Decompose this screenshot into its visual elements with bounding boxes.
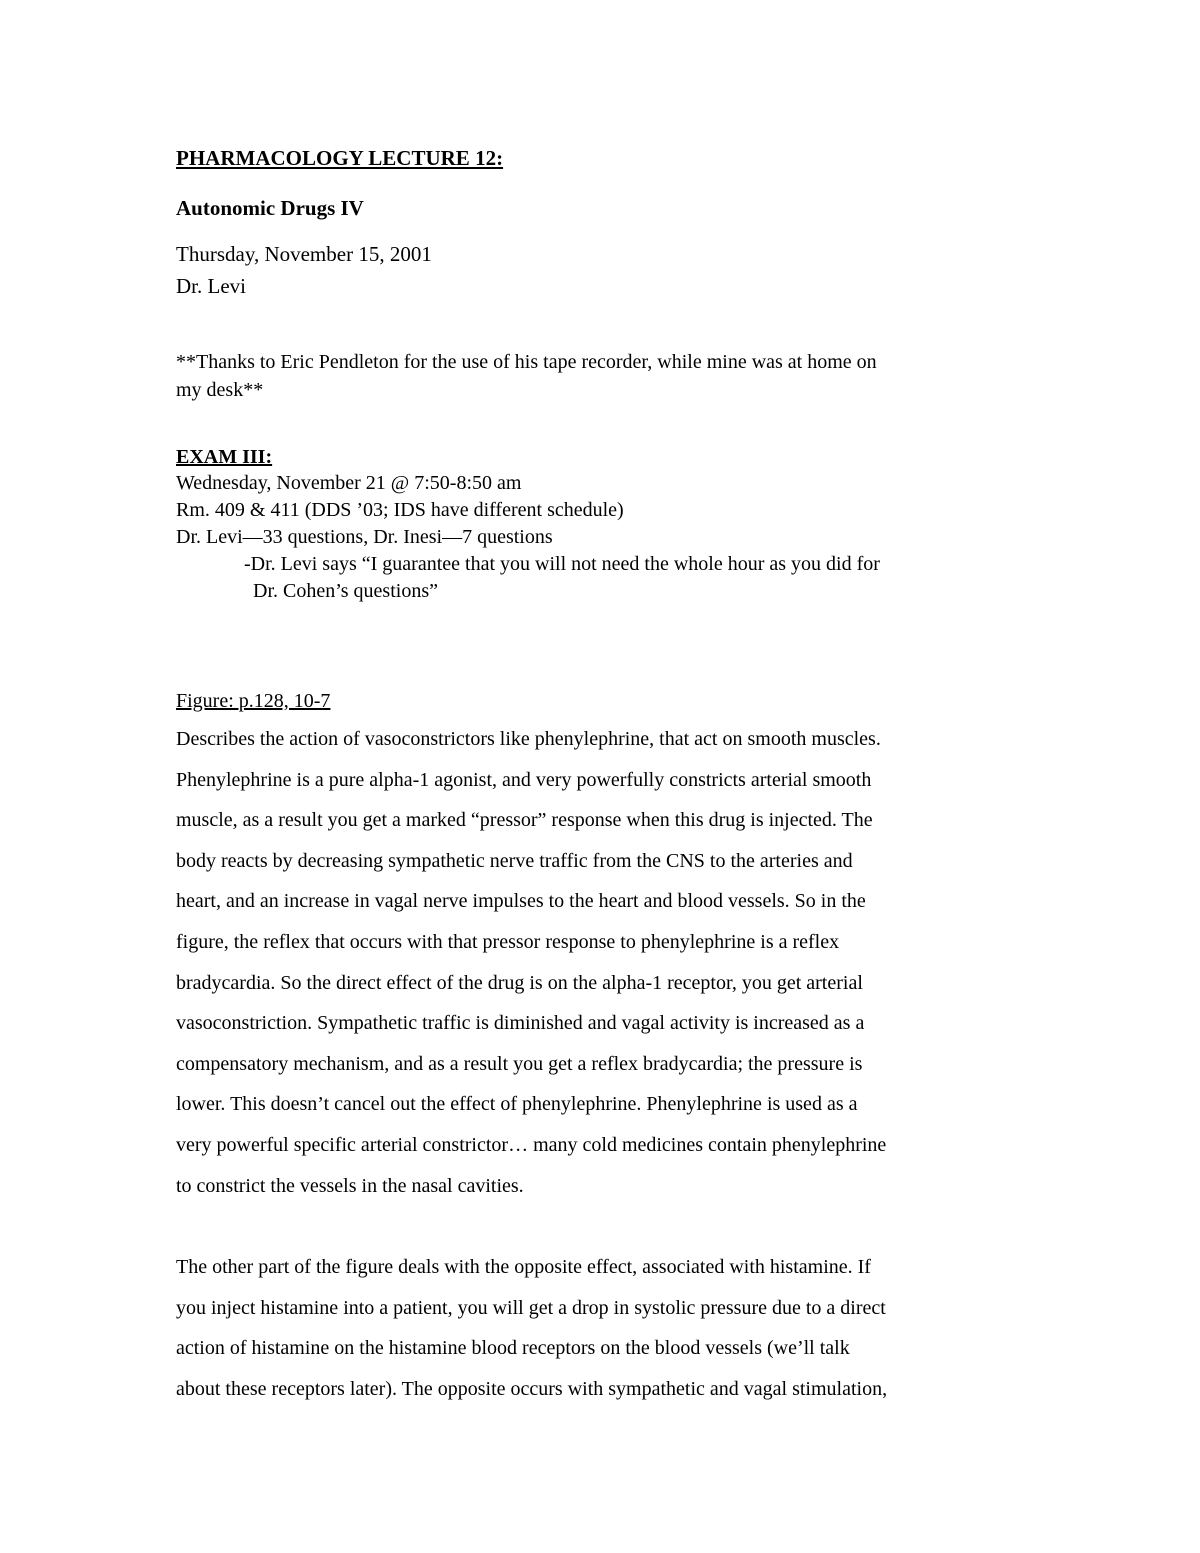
paragraph-line: compensatory mechanism, and as a result you get a reflex bradycardia; the pressure is bbox=[176, 1052, 863, 1075]
exam-quote-line-1: -Dr. Levi says “I guarantee that you will not need the whole hour as you did for bbox=[244, 553, 880, 575]
paragraph-line: about these receptors later). The opposite occurs with sympathetic and vagal stimulation, bbox=[176, 1377, 888, 1400]
paragraph-histamine bbox=[176, 1247, 1036, 1409]
paragraph-line: to constrict the vessels in the nasal cavities. bbox=[176, 1174, 524, 1197]
paragraph-line: heart, and an increase in vagal nerve impulses to the heart and blood vessels. So in the bbox=[176, 890, 866, 913]
thanks-line-2: my desk** bbox=[176, 379, 264, 401]
paragraph-line: very powerful specific arterial constrictor… many cold medicines contain phenylephrine bbox=[176, 1133, 887, 1156]
lecturer-name: Dr. Levi bbox=[176, 274, 246, 298]
paragraph-line: Describes the action of vasoconstrictors like phenylephrine, that act on smooth muscles. bbox=[176, 728, 881, 750]
page-subtitle: Autonomic Drugs IV bbox=[176, 196, 364, 220]
thanks-line-1: **Thanks to Eric Pendleton for the use of his tape recorder, while mine was at home on bbox=[176, 351, 877, 373]
paragraph-line: The other part of the figure deals with the opposite effect, associated with histamine. If bbox=[176, 1256, 871, 1278]
paragraph-line: figure, the reflex that occurs with that pressor response to phenylephrine is a reflex bbox=[176, 930, 840, 953]
paragraph-line: Phenylephrine is a pure alpha-1 agonist, and very powerfully constricts arterial smooth bbox=[176, 768, 872, 791]
paragraph-line: lower. This doesn’t cancel out the effect of phenylephrine. Phenylephrine is used as a bbox=[176, 1093, 858, 1116]
paragraph-phenylephrine bbox=[176, 719, 1036, 1206]
paragraph-line: bradycardia. So the direct effect of the drug is on the alpha-1 receptor, you get arterial bbox=[176, 971, 863, 994]
paragraph-line: vasoconstriction. Sympathetic traffic is diminished and vagal activity is increased as a bbox=[176, 1012, 865, 1035]
paragraph-line: body reacts by decreasing sympathetic nerve traffic from the CNS to the arteries and bbox=[176, 849, 853, 872]
exam-date-line: Wednesday, November 21 @ 7:50-8:50 am bbox=[176, 472, 522, 494]
paragraph-line: muscle, as a result you get a marked “pressor” response when this drug is injected. The bbox=[176, 809, 873, 832]
exam-room-line: Rm. 409 & 411 (DDS ’03; IDS have different schedule) bbox=[176, 499, 624, 521]
lecture-date: Thursday, November 15, 2001 bbox=[176, 242, 432, 266]
page-title: PHARMACOLOGY LECTURE 12: bbox=[176, 146, 504, 170]
figure-reference: Figure: p.128, 10-7 bbox=[176, 690, 331, 712]
paragraph-line: action of histamine on the histamine blood receptors on the blood vessels (we’ll talk bbox=[176, 1337, 850, 1360]
exam-questions-line: Dr. Levi—33 questions, Dr. Inesi—7 questions bbox=[176, 526, 553, 548]
exam-quote-line-2: Dr. Cohen’s questions” bbox=[253, 580, 438, 602]
paragraph-line: you inject histamine into a patient, you will get a drop in systolic pressure due to a direct bbox=[176, 1296, 886, 1319]
exam-heading: EXAM III: bbox=[176, 446, 273, 468]
